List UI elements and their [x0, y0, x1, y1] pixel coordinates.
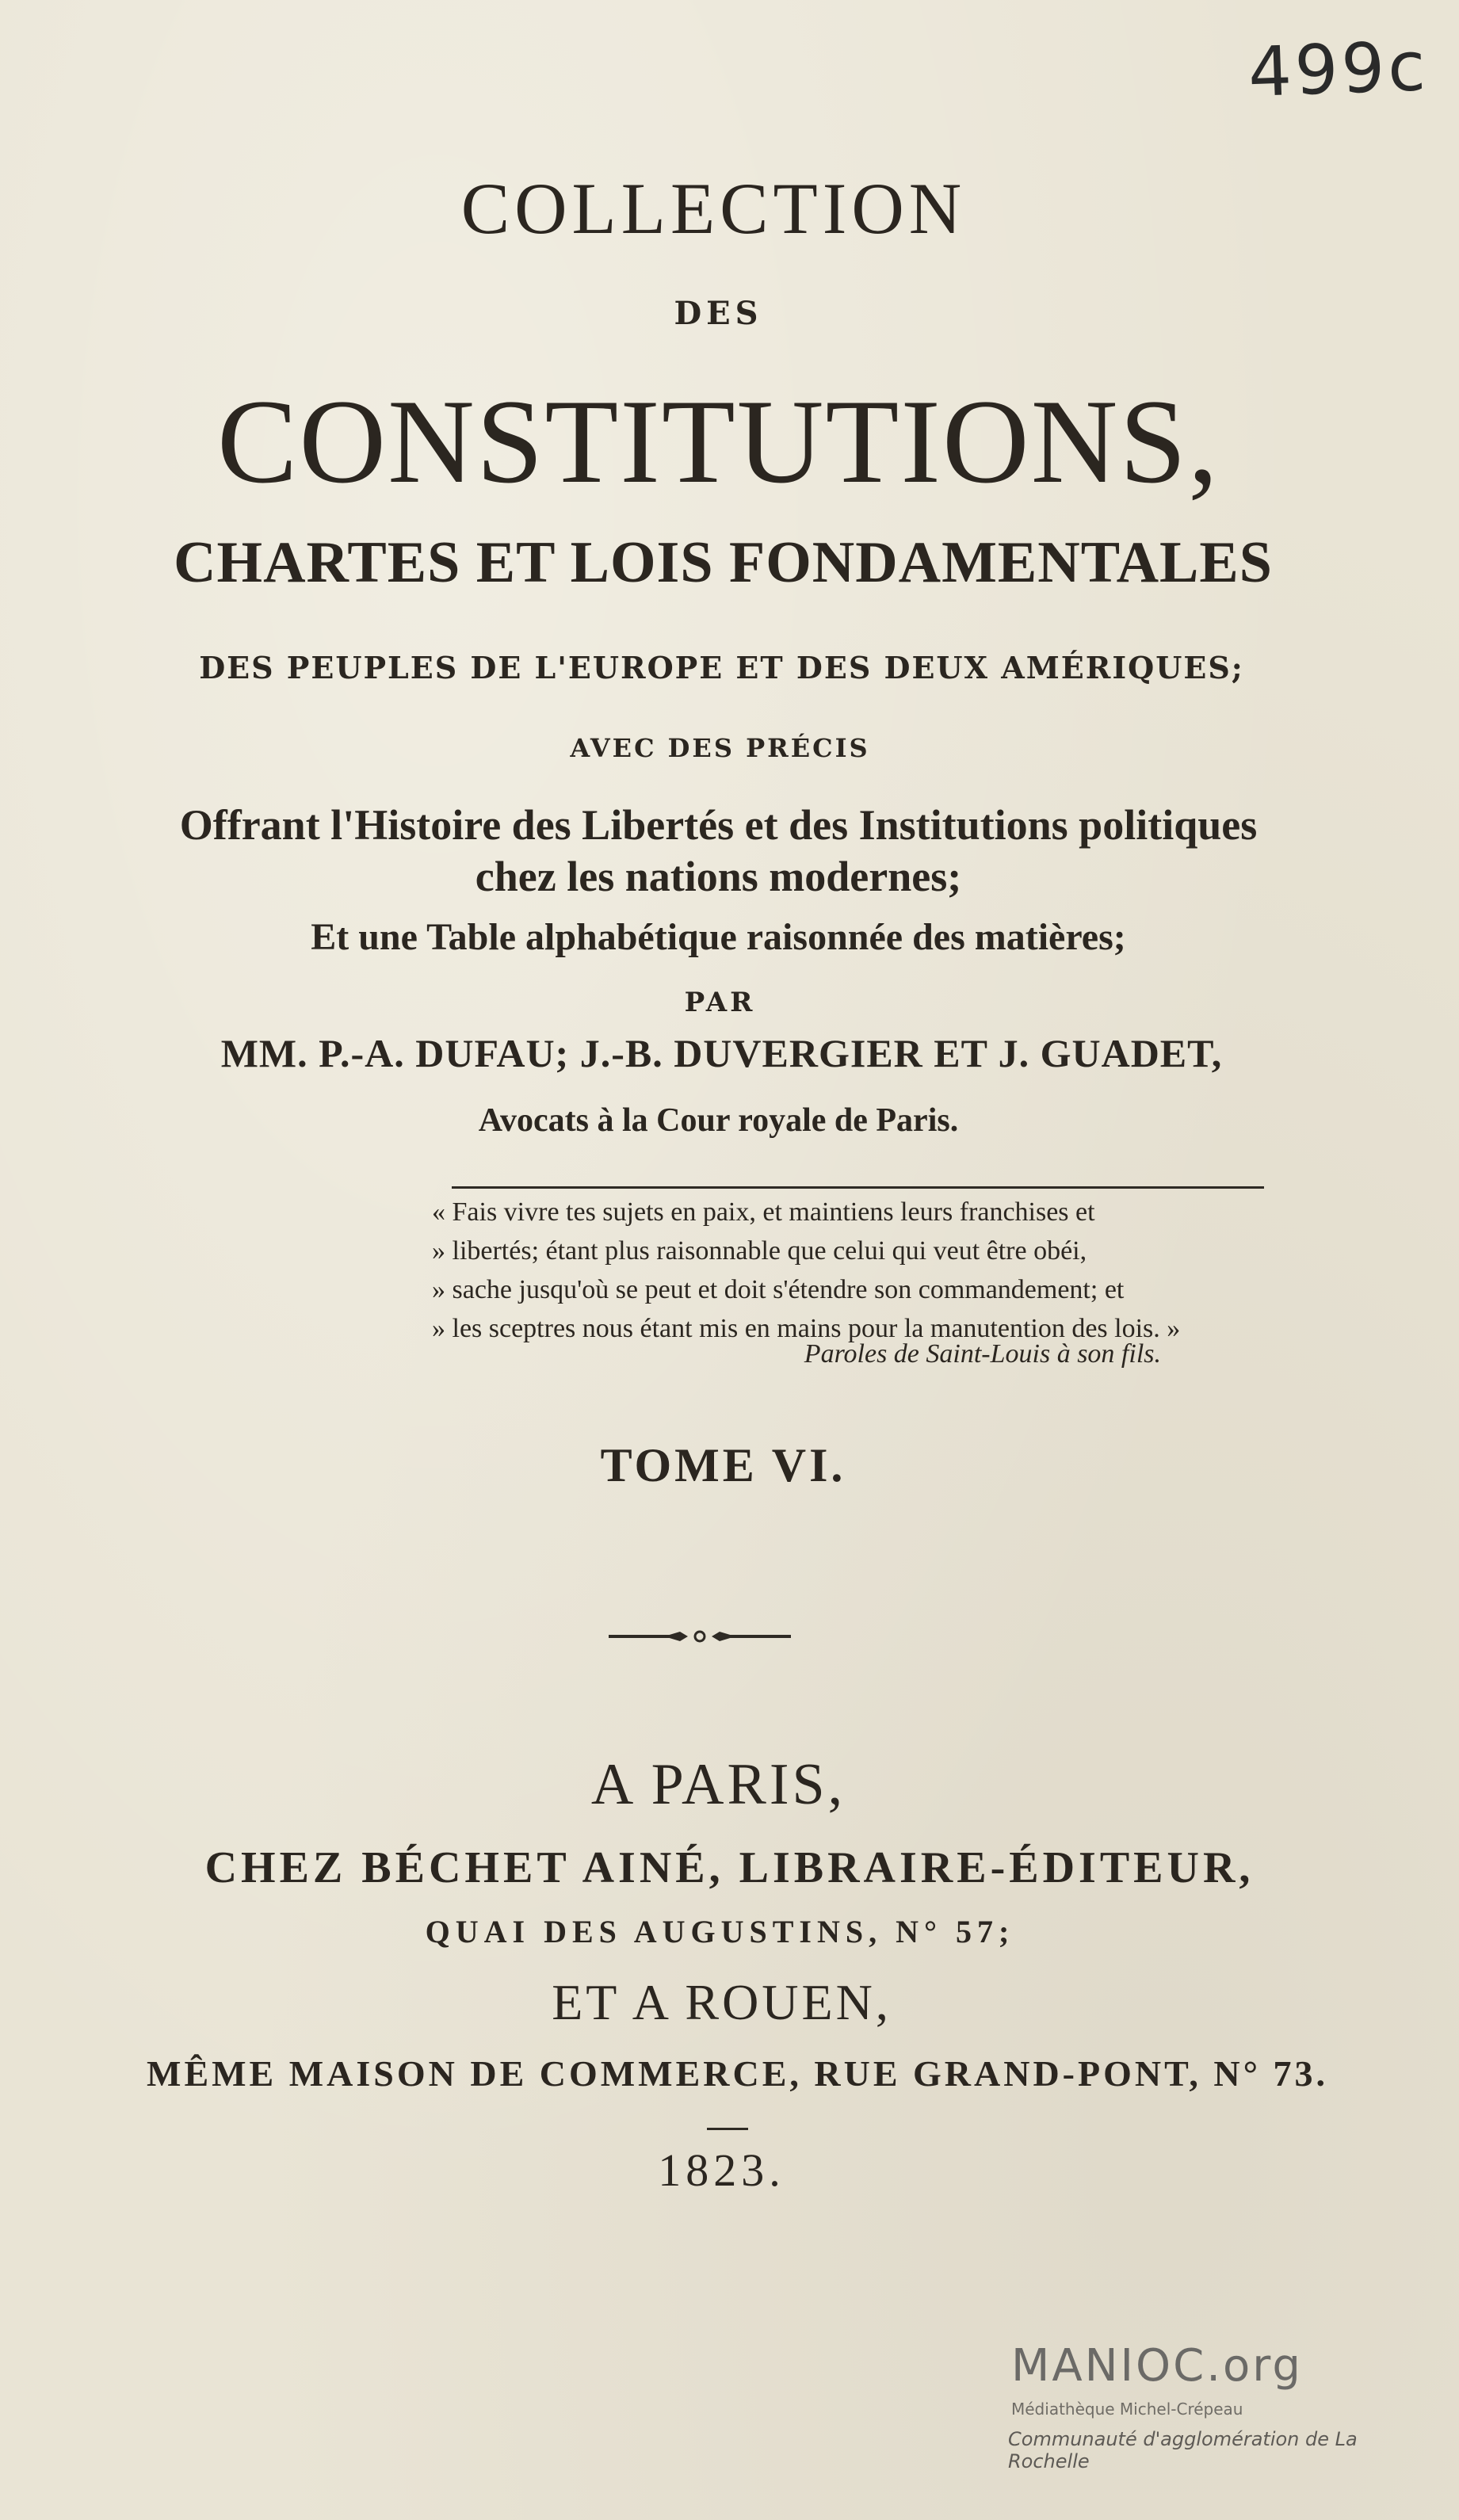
title-line-peuples: DES PEUPLES DE L'EUROPE ET DES DEUX AMÉRIQUES; [199, 650, 1244, 685]
publication-year: 1823. [658, 2144, 785, 2196]
epigraph [432, 1193, 1272, 1348]
watermark-library: Médiathèque Michel-Crépeau [1011, 2400, 1243, 2419]
imprint-second-city: ET A ROUEN, [552, 1974, 892, 2030]
epigraph-rule [452, 1186, 1264, 1189]
title-line-precis: AVEC DES PRÉCIS [570, 733, 870, 763]
title-line-des: DES [674, 295, 763, 332]
imprint-second-address: MÊME MAISON DE COMMERCE, RUE GRAND-PONT, N° 73. [147, 2053, 1328, 2094]
epigraph-line: » libertés; étant plus raisonnable que celui qui veut être obéi, [432, 1236, 1087, 1266]
manioc-logo: MANIOC.org [1011, 2340, 1303, 2392]
title-line-histoire: Offrant l'Histoire des Libertés et des Institutions politiques [179, 801, 1258, 849]
watermark [1008, 2340, 1439, 2472]
title-line-table: Et une Table alphabétique raisonnée des matières; [311, 916, 1126, 958]
epigraph-attribution: Paroles de Saint-Louis à son fils. [804, 1339, 1161, 1369]
volume-number: TOME VI. [600, 1439, 846, 1491]
title-line-constitutions: CONSTITUTIONS, [216, 375, 1220, 508]
ornament-divider [609, 1621, 791, 1652]
imprint-city: A PARIS, [590, 1752, 846, 1817]
epigraph-line: » les sceptres nous étant mis en mains pour la manutention des lois. » [432, 1314, 1181, 1343]
imprint-address: QUAI DES AUGUSTINS, N° 57; [425, 1914, 1015, 1949]
epigraph-line: » sache jusqu'où se peut et doit s'étendre son commandement; et [432, 1275, 1125, 1304]
watermark-community: Communauté d'agglomération de La Rochelle [1008, 2428, 1358, 2472]
authors: MM. P.-A. DUFAU; J.-B. DUVERGIER ET J. GUADET, [220, 1031, 1223, 1075]
title-line-collection: COLLECTION [460, 168, 967, 249]
handwritten-shelf-mark: 499c [1247, 27, 1430, 113]
title-line-nations: chez les nations modernes; [475, 853, 962, 900]
affiliation: Avocats à la Cour royale de Paris. [478, 1102, 959, 1139]
year-rule [707, 2128, 748, 2130]
imprint-publisher: CHEZ BÉCHET AINÉ, LIBRAIRE-ÉDITEUR, [204, 1843, 1255, 1892]
title-line-chartes: CHARTES ET LOIS FONDAMENTALES [174, 530, 1273, 595]
title-by: PAR [684, 987, 756, 1018]
epigraph-line: « Fais vivre tes sujets en paix, et maintiens leurs franchises et [432, 1197, 1095, 1227]
